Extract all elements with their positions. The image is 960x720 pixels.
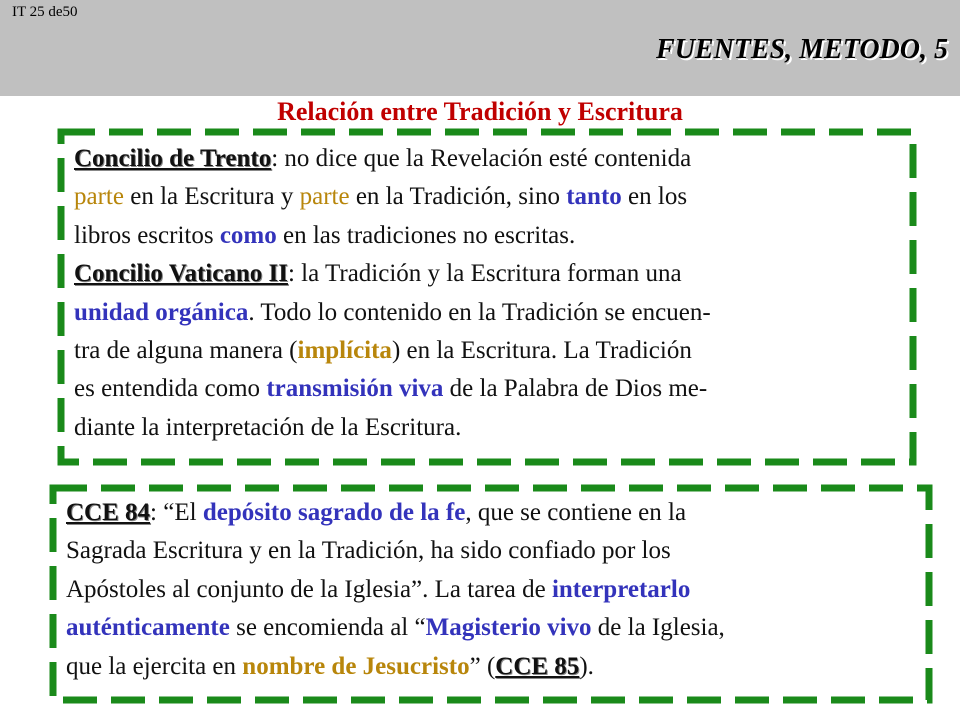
text-span: : no dice que la Revelación esté contenida [271,145,692,172]
trento-line-2 [74,178,711,216]
autenticamente: auténticamente [66,614,230,642]
text-span: tra de alguna manera ( [74,337,298,365]
parte-1: parte [74,183,124,211]
implicita: implícita [297,337,392,365]
text-span: libros escritos [74,221,220,249]
header-title: FUENTES, METODO, 5 [656,34,948,65]
vaticano-line-3 [74,332,711,370]
text-span: ) en la Escritura. La Tradición [391,337,692,365]
concilio-vaticano-ref: Concilio Vaticano II [74,260,288,288]
trento-vaticano-box [56,128,920,468]
tanto: tanto [566,183,622,211]
text-span: : la Tradición y la Escritura forman una [287,260,682,288]
deposito-sagrado: depósito sagrado de la fe [202,499,466,526]
interpretarlo: interpretarlo [551,575,691,603]
text-span: ” ( [469,652,496,680]
box1-text [74,140,711,447]
cce-box [48,484,936,706]
header-bar [0,0,960,96]
cce-line-4 [66,609,725,647]
vaticano-line-4 [74,370,711,408]
text-span: en la Escritura y [123,183,300,211]
concilio-trento-ref: Concilio de Trento [74,145,272,172]
text-span: : “El [150,499,203,526]
box2-text [66,494,725,686]
text-span: diante la interpretación de la Escritura. [74,413,462,441]
text-span: ). [579,652,594,680]
vaticano-line-2 [74,294,711,332]
vaticano-line-1 [74,255,711,293]
text-span: de la Palabra de Dios me- [443,375,708,403]
trento-line-1 [74,140,711,178]
cce-line-3 [66,571,725,609]
cce-84-ref: CCE 84 [66,499,151,526]
text-span: , que se contiene en la [465,499,687,526]
cce-line-5 [66,648,725,686]
transmision-viva: transmisión viva [266,375,444,403]
slide-number: IT 25 de50 [12,4,78,20]
cce-line-2 [66,532,725,570]
text-span: que la ejercita en [66,652,243,680]
cce-line-1 [66,494,725,532]
text-span: en las tradiciones no escritas. [276,221,576,249]
text-span: en la Tradición, sino [349,183,567,211]
text-span: de la Iglesia, [591,614,725,642]
section-title: Relación entre Tradición y Escritura [277,97,683,126]
text-span: se encomienda al “ [229,614,426,642]
text-span: Sagrada Escritura y en la Tradición, ha sido confiado por los [66,537,671,565]
vaticano-line-5 [74,409,711,447]
trento-line-3 [74,217,711,255]
parte-2: parte [299,183,350,211]
como: como [219,221,277,249]
nombre-de-jesucristo: nombre de Jesucristo [242,652,470,680]
magisterio-vivo: Magisterio vivo [425,614,592,642]
cce-85-ref: CCE 85 [495,652,580,680]
text-span: . Todo lo contenido en la Tradición se encuen- [248,298,711,326]
unidad-organica: unidad orgánica [74,298,249,326]
text-span: en los [621,183,688,211]
text-span: Apóstoles al conjunto de la Iglesia”. La tarea de [66,575,552,603]
text-span: es entendida como [74,375,267,403]
